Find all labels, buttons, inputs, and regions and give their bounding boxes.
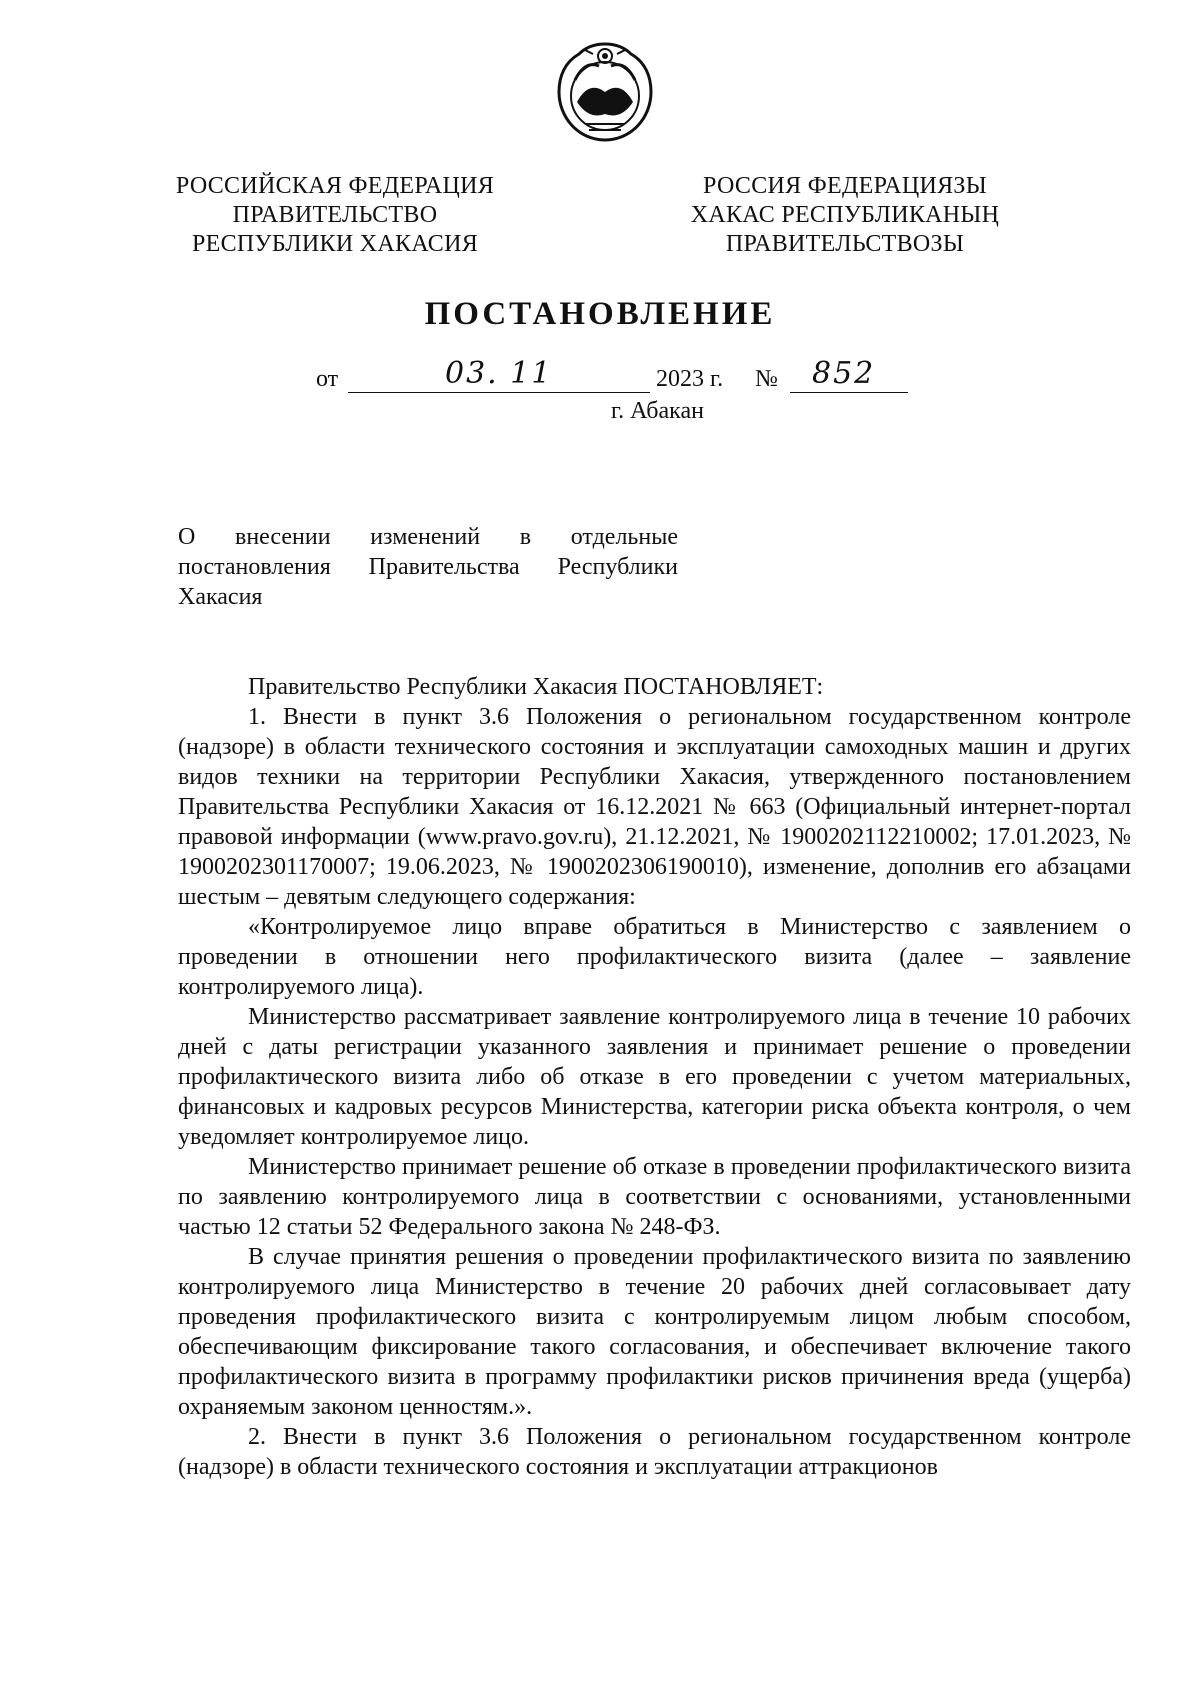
coat-of-arms-icon [555,40,655,145]
city: г. Абакан [611,398,704,424]
number-label: № [755,366,778,392]
header-left [160,172,510,259]
paragraph: Министерство принимает решение об отказе в проведении профилактического визита по заявлению контролируемого лица в соответствии с основаниями, установленными частью 12 статьи 52 Федерального закона № 248-ФЗ. [178,1154,1131,1240]
header-left-line: ПРАВИТЕЛЬСТВО [232,202,438,228]
date-handwritten: 03. 11 [445,356,553,391]
header-right-line: ХАКАС РЕСПУБЛИКАНЫҢ [690,202,1000,228]
date-from-label: от [316,366,339,392]
paragraph: Правительство Республики Хакасия ПОСТАНОВЛЯЕТ: [248,674,824,700]
date-underline [348,392,650,393]
header-left-line: РЕСПУБЛИКИ ХАКАСИЯ [191,231,479,257]
paragraph: Министерство рассматривает заявление контролируемого лица в течение 10 рабочих дней с даты регистрации указанного заявления и принимает решение о проведении профилактического визита либо об отказе в его проведении с учетом материальных, финансовых и кадровых ресурсов Министерства, категории риска объекта контроля, о чем уведомляет контролируемое лицо. [178,1004,1131,1150]
document-body [178,672,1131,1482]
paragraph: 1. Внести в пункт 3.6 Положения о региональном государственном контроле (надзоре) в области технического состояния и эксплуатации самоходных машин и других видов техники на территории Республики Хакасия, утвержденного постановлением Правительства Республики Хакасия от 16.12.2021 № 663 (Официальный интернет-портал правовой информации (www.pravo.gov.ru), 21.12.2021, № 1900202112210002; 17.01.2023, № 1900202301170007; 19.06.2023, № 1900202306190010), изменение, дополнив его абзацами шестым – девятым следующего содержания: [178,704,1131,910]
header-left-line: РОССИЙСКАЯ ФЕДЕРАЦИЯ [175,173,495,199]
number-underline [790,392,908,393]
header-right-line: ПРАВИТЕЛЬСТВОЗЫ [725,231,965,257]
date-row [0,356,1200,398]
paragraph: В случае принятия решения о проведении профилактического визита по заявлению контролируемого лица Министерство в течение 20 рабочих дней согласовывает дату проведения профилактического визита с контролируемым лицом любым способом, обеспечивающим фиксирование такого согласования, и обеспечивает включение такого профилактического визита в программу профилактики рисков причинения вреда (ущерба) охраняемым законом ценностям.». [178,1244,1131,1420]
number-handwritten: 852 [812,356,876,391]
date-year: 2023 г. [656,366,724,392]
header-right-line: РОССИЯ ФЕДЕРАЦИЯЗЫ [703,173,987,199]
document-title: ПОСТАНОВЛЕНИЕ [424,296,776,332]
document-subject: О внесении изменений в отдельные постановления Правительства Республики Хакасия [178,524,678,610]
paragraph: «Контролируемое лицо вправе обратиться в Министерство с заявлением о проведении в отношении него профилактического визита (далее – заявление контролируемого лица). [178,914,1131,1000]
header-right [650,172,1040,259]
paragraph: 2. Внести в пункт 3.6 Положения о региональном государственном контроле (надзоре) в области технического состояния и эксплуатации аттракционов [178,1424,1131,1480]
